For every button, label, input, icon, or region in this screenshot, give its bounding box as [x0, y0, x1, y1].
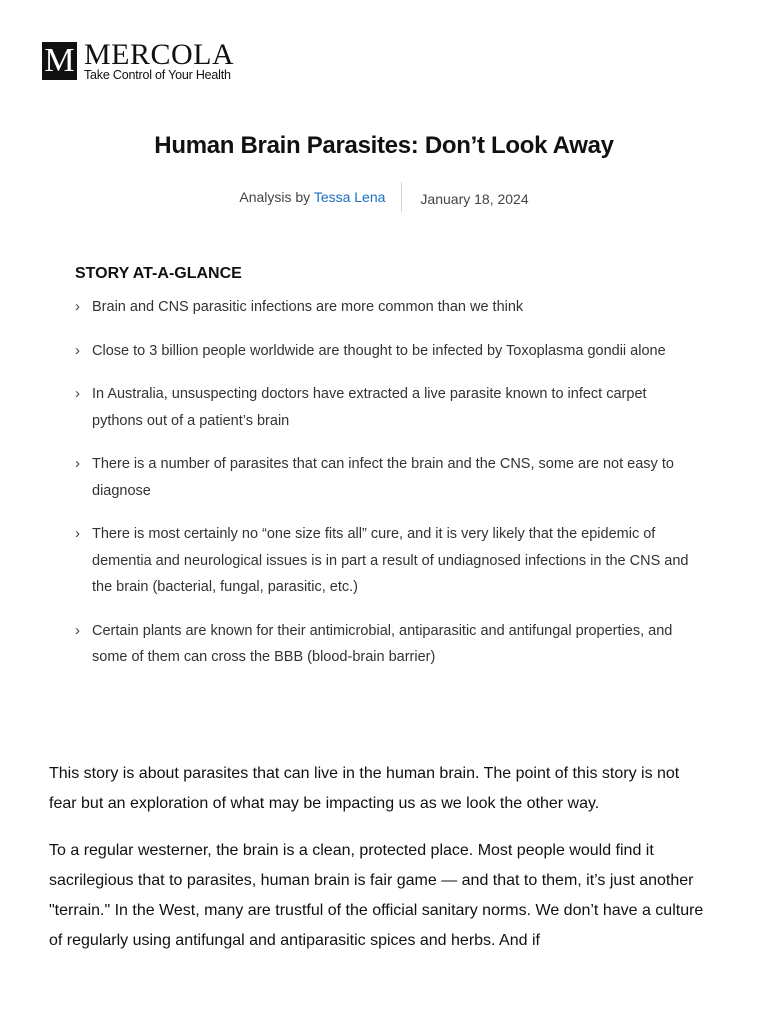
chevron-right-icon: ›: [75, 298, 80, 315]
chevron-right-icon: ›: [75, 525, 80, 542]
body-paragraph: To a regular westerner, the brain is a clean, protected place. Most people would find it sacrilegious that to parasites, human brain is fair game — and that to them, it’s just another "terrain." In the West, many are trustful of the official sanitary norms. We don’t have a culture of regularly using antifungal and antiparasitic spices and herbs. And if: [49, 842, 704, 949]
mercola-logo[interactable]: [42, 38, 235, 82]
glance-list: [75, 294, 695, 671]
author-block: [239, 189, 401, 205]
logo-text: [84, 38, 235, 82]
chevron-right-icon: ›: [75, 385, 80, 402]
article-body: [49, 759, 709, 973]
glance-item: [75, 338, 695, 365]
glance-item-text: Close to 3 billion people worldwide are thought to be infected by Toxoplasma gondii alone: [92, 342, 666, 359]
glance-item: [75, 451, 695, 504]
glance-item: [75, 521, 695, 601]
glance-item-text: There is most certainly no “one size fits all” cure, and it is very likely that the epidemic of dementia and neurological issues is in part a result of undiagnosed infections in the CNS and the brain (bacterial, fungal, parasitic, etc.): [92, 526, 689, 595]
glance-item-text: Certain plants are known for their antimicrobial, antiparasitic and antifungal properties, and some of them can cross the BBB (blood-brain barrier): [92, 622, 673, 665]
publish-date: January 18, 2024: [420, 191, 529, 207]
chevron-right-icon: ›: [75, 341, 80, 359]
logo-name: MERCOLA: [84, 38, 235, 71]
glance-heading: STORY AT-A-GLANCE: [75, 265, 242, 282]
glance-item: [75, 618, 695, 671]
author-link[interactable]: Tessa Lena: [313, 189, 386, 205]
glance-item: [75, 294, 695, 321]
glance-item-text: Brain and CNS parasitic infections are more common than we think: [92, 299, 524, 315]
article-title: Human Brain Parasites: Don’t Look Away: [154, 132, 614, 159]
byline-prefix: Analysis by: [239, 189, 311, 205]
logo-mark-letter: M: [44, 42, 75, 79]
chevron-right-icon: ›: [75, 455, 80, 472]
byline: [0, 182, 768, 212]
story-at-a-glance: [75, 265, 695, 688]
chevron-right-icon: ›: [75, 621, 80, 639]
glance-item-text: There is a number of parasites that can infect the brain and the CNS, some are not easy to diagnose: [92, 456, 674, 499]
glance-item-text: In Australia, unsuspecting doctors have extracted a live parasite known to infect carpet pythons out of a patient’s brain: [92, 386, 647, 429]
logo-tagline: Take Control of Your Health: [84, 68, 231, 82]
logo-mark: [42, 42, 77, 80]
glance-item: [75, 381, 695, 434]
body-paragraph: This story is about parasites that can live in the human brain. The point of this story is not fear but an exploration of what may be impacting us as we look the other way.: [49, 765, 680, 812]
